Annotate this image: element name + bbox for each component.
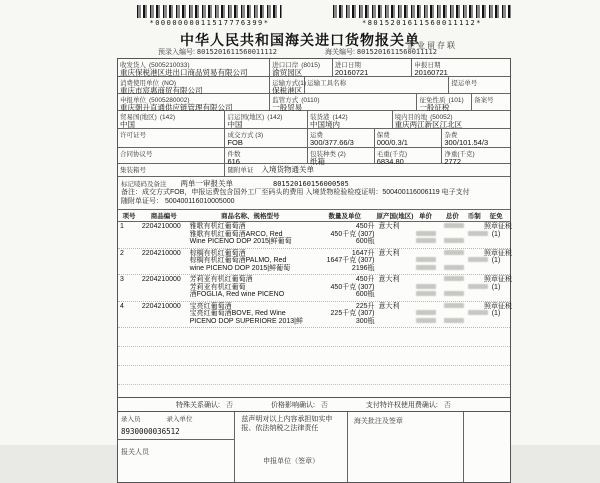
field-attached-docs: 随附单证 入境货物通关单	[227, 165, 314, 174]
redacted-value	[444, 276, 464, 281]
redacted-value	[416, 318, 436, 323]
field-marks-remarks	[118, 177, 510, 210]
marks-value: 两单一审报关单	[180, 179, 233, 188]
field-container-number: 集装箱号	[118, 164, 225, 176]
goods-table-header	[118, 210, 510, 222]
goods-item-exemption: 照章征税 (1)	[484, 302, 512, 317]
entry-clerk-label: 录入员	[121, 416, 141, 423]
goods-item-qty: 450升 450千克 (307) 600瓶	[330, 276, 375, 298]
price-influence-confirmation: 价格影响确认: 否	[270, 401, 328, 409]
goods-item-name: 棕榈有机红葡萄酒 棕榈有机红葡萄酒PALMO, Red wine PICENO DOP 2015|鲜葡萄	[189, 249, 291, 272]
page-title: 中华人民共和国海关进口货物报关单	[180, 32, 420, 48]
marks-doc-number: 801520160156000505	[273, 180, 349, 188]
goods-item-no: 4	[120, 302, 124, 310]
goods-item-no: 2	[120, 249, 124, 257]
field-bill-number: 提运单号	[451, 80, 478, 87]
barcode-left	[137, 5, 282, 27]
redacted-value	[416, 310, 436, 315]
empty-row	[118, 328, 510, 347]
field-consignee: 收发货人 (5005210033) 重庆保税港区进出口商品贸易有限公司	[118, 59, 270, 76]
entry-number: 8930000036512	[121, 427, 180, 436]
redacted-value	[416, 291, 436, 296]
goods-item-no: 3	[120, 276, 124, 283]
empty-row	[118, 385, 510, 397]
goods-item-origin: 意大利	[378, 276, 400, 283]
redacted-value	[416, 284, 436, 289]
header-origin-country: 原产国(地区)	[376, 213, 414, 220]
goods-row	[118, 302, 510, 329]
entry-unit-label: 录入单位	[166, 416, 193, 423]
goods-item-total-price	[438, 303, 466, 326]
field-loading-port: 装货港 (142) 中国境内	[308, 111, 393, 128]
footer-empty-cell	[464, 412, 510, 482]
goods-item-exemption: 照章征税 (1)	[484, 276, 512, 291]
entry-clerk-cell	[118, 412, 235, 482]
customs-number-value: 8015201611560011112	[356, 48, 437, 56]
goods-item-code: 2204210000	[141, 223, 181, 230]
redacted-value	[468, 310, 488, 315]
empty-row	[118, 347, 510, 366]
redacted-value	[444, 291, 464, 296]
field-freight: 运费 300/377.66/3	[308, 129, 375, 147]
goods-item-currency	[466, 250, 482, 273]
customs-number-label: 海关编号:	[325, 49, 355, 56]
field-domestic-destination: 境内目的地 (50052) 重庆两江新区江北区	[394, 114, 463, 129]
special-relation-confirmation: 特殊关系确认: 否	[176, 401, 233, 409]
barcode-left-image	[137, 5, 282, 18]
field-trade-country: 贸易国(地区) (142) 中国	[118, 111, 225, 128]
redacted-value	[416, 257, 436, 262]
goods-item-unit-price	[412, 303, 438, 326]
declaration-statement: 兹声明对以上内容承担如实申报、依法纳税之法律责任	[241, 416, 333, 432]
goods-item-total-price	[438, 250, 466, 273]
field-packages: 件数 616	[225, 148, 308, 163]
redacted-value	[468, 231, 488, 236]
customs-number	[325, 47, 437, 57]
goods-item-currency	[466, 303, 482, 326]
goods-item-qty: 1647升 1647千克 (307) 2196瓶	[326, 249, 375, 272]
goods-item-qty: 450升 450千克 (307) 600瓶	[330, 223, 375, 245]
goods-item-exemption: 照章征税 (1)	[484, 223, 512, 238]
goods-row	[118, 275, 510, 302]
field-departure-country: 启运国(地区) (142) 中国	[225, 111, 308, 128]
field-package-type: 包装种类 (2) 纸箱	[308, 148, 375, 163]
goods-item-origin: 意大利	[378, 223, 400, 230]
goods-row	[118, 249, 510, 276]
goods-item-total-price	[438, 276, 466, 299]
form-row-2	[118, 77, 510, 94]
confirmation-row	[118, 397, 510, 412]
header-name-spec: 商品名称、规格型号	[221, 213, 280, 220]
remark-line-2: 随附单证号： 500400116010005000	[121, 198, 235, 205]
entry-box	[118, 412, 234, 440]
redacted-value	[444, 238, 464, 243]
redacted-value	[468, 257, 488, 262]
barcode-right-number: *8015201611560011112*	[361, 19, 482, 27]
goods-item-name: 芳莉亚有机红葡萄酒 芳莉亚有机红葡萄 酒FOGLIA, Red wine PICENO	[189, 276, 285, 298]
customs-notes-label: 海关批注及签章	[353, 418, 403, 425]
field-tax-nature: 征免性质 (101) 一般征税	[417, 94, 472, 110]
statement-cell	[235, 412, 347, 482]
goods-item-code: 2204210000	[141, 249, 181, 257]
header-item-no: 项号	[122, 213, 136, 220]
redacted-value	[416, 231, 436, 236]
header-quantity-unit: 数量及单位	[328, 213, 361, 220]
goods-item-qty: 225升 225千克 (307) 300瓶	[330, 302, 375, 325]
field-contract-number: 合同协议号	[118, 148, 225, 163]
barcode-left-number: *0000000011517776399*	[149, 19, 270, 27]
header-currency: 币制	[467, 213, 481, 220]
form-row-3	[118, 94, 510, 111]
redacted-value	[444, 303, 464, 308]
remark-line-1: 备注：成交方式FOB，申报运费包含国外工厂至码头的费用 入境货物检验检疫证明：500400116006119 电子支付	[121, 189, 470, 196]
field-record-number: 备案号	[474, 97, 494, 104]
pre-entry-value: 8015201611560011112	[196, 48, 277, 56]
field-transport-mode: 运输方式(1) 保税港区	[270, 77, 305, 93]
barcode-right	[333, 5, 511, 27]
redacted-value	[444, 265, 464, 270]
goods-item-currency	[466, 223, 482, 246]
goods-item-code: 2204210000	[141, 302, 181, 310]
goods-item-unit-price	[412, 276, 438, 299]
customs-notes-cell	[348, 412, 464, 482]
field-consumer-unit: 消费使用单位 (NO) 重庆市宸惠商贸有限公司	[118, 77, 270, 93]
field-declare-unit: 申报单位 (5005280002) 重庆朝升直通供应链管理有限公司	[118, 94, 270, 110]
field-misc-fees: 杂费 300/101.54/3	[444, 132, 489, 147]
redacted-value	[416, 265, 436, 270]
form-row-6	[118, 148, 510, 164]
form-row-5	[118, 129, 510, 148]
form-row-1	[118, 59, 510, 77]
redacted-value	[444, 318, 464, 323]
field-import-port: 进口口岸 (8015) 渝贸园区	[270, 59, 333, 76]
goods-item-code: 2204210000	[141, 276, 181, 283]
goods-item-unit-price	[412, 223, 438, 246]
form-row-7	[118, 164, 510, 177]
form-row-4	[118, 111, 510, 129]
field-import-date: 进口日期 20160721	[333, 59, 413, 76]
field-transaction-mode: 成交方式 (3) FOB	[225, 129, 308, 147]
footer-section	[118, 412, 510, 482]
goods-item-origin: 意大利	[378, 302, 400, 310]
goods-row	[118, 222, 510, 249]
declare-unit-stamp-label: 申报单位（签章）	[263, 458, 320, 465]
goods-item-unit-price	[412, 250, 438, 273]
goods-item-exemption: 照章征税 (1)	[484, 249, 512, 264]
goods-item-name: 宝亮红葡萄酒 宝亮红葡萄酒BOVE, Red Wine PICENO DOP SUPERIORE 2013|鲜	[189, 302, 303, 325]
field-transport-name: 运输工具名称	[305, 77, 449, 93]
header-unit-price: 单价	[418, 213, 432, 220]
redacted-value	[468, 284, 488, 289]
field-license-number: 许可证号	[118, 129, 225, 147]
declaration-form	[117, 58, 511, 483]
header-commodity-code: 商品编号	[150, 213, 177, 220]
goods-item-name: 雅歌有机红葡萄酒 雅歌有机红葡萄酒ARCO, Red Wine PICENO DOP 2015|鲜葡萄	[189, 223, 292, 245]
field-insurance: 保费 000/0.3/1	[375, 129, 443, 147]
goods-item-currency	[466, 276, 482, 299]
empty-row	[118, 366, 510, 385]
field-declare-date: 申报日期 20160721	[414, 62, 448, 77]
royalty-payment-confirmation: 支付特许权使用费确认: 否	[365, 401, 451, 409]
goods-item-total-price	[438, 223, 466, 246]
redacted-value	[416, 238, 436, 243]
pre-entry-number	[158, 47, 277, 57]
marks-label: 标记唛码及备注	[121, 181, 167, 188]
goods-table-body	[118, 222, 510, 328]
goods-item-no: 1	[120, 223, 124, 230]
barcode-right-image	[333, 5, 511, 18]
field-supervision-mode: 监管方式 (0110) 一般贸易	[270, 94, 417, 110]
header-total-price: 总价	[445, 213, 459, 220]
field-gross-weight: 毛重(千克) 6834.80	[375, 148, 443, 163]
header-exemption: 征免	[489, 213, 503, 220]
goods-item-origin: 意大利	[378, 249, 400, 257]
redacted-value	[444, 250, 464, 255]
field-net-weight: 净重(千克) 2772	[444, 151, 475, 166]
pre-entry-label: 预录入编号:	[158, 49, 195, 56]
declarant-label: 报关人员	[121, 449, 149, 456]
redacted-value	[444, 223, 464, 228]
copy-type-label: 企业留存联	[407, 41, 457, 50]
